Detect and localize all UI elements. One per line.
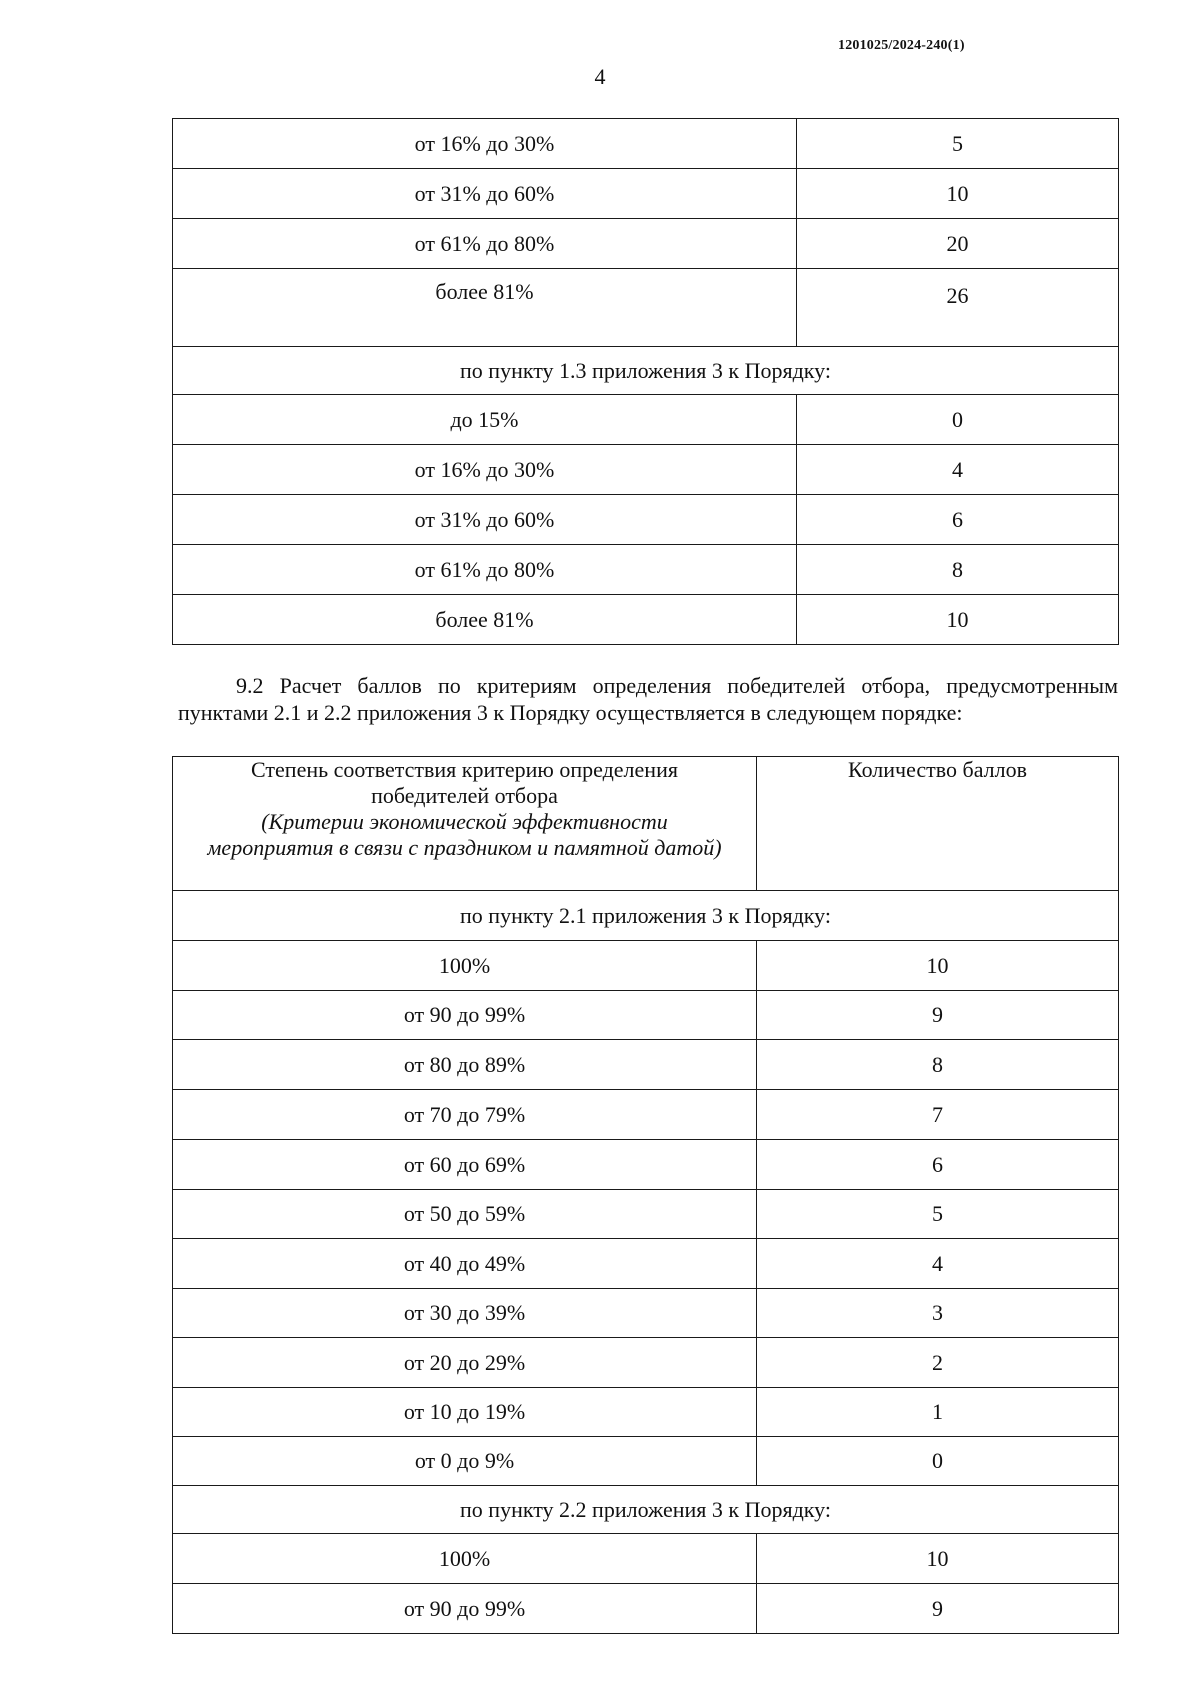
score-cell: 9 [757, 991, 1119, 1040]
score-cell: 3 [757, 1289, 1119, 1338]
score-cell: 10 [757, 941, 1119, 991]
criterion-cell: от 90 до 99% [173, 991, 757, 1040]
table-row [173, 119, 1119, 169]
table-row [173, 1338, 1119, 1388]
criterion-cell: от 80 до 89% [173, 1040, 757, 1090]
score-cell: 10 [797, 595, 1119, 645]
table-row [173, 1584, 1119, 1634]
criterion-cell: от 61% до 80% [173, 219, 797, 269]
scores-table-2 [172, 756, 1119, 1634]
criterion-cell: от 20 до 29% [173, 1338, 757, 1388]
score-cell: 20 [797, 219, 1119, 269]
score-cell: 10 [797, 169, 1119, 219]
table-row [173, 595, 1119, 645]
criterion-cell: от 60 до 69% [173, 1140, 757, 1190]
score-cell: 4 [797, 445, 1119, 495]
criterion-cell: от 16% до 30% [173, 445, 797, 495]
score-cell: 8 [797, 545, 1119, 595]
criterion-cell: от 31% до 60% [173, 169, 797, 219]
scores-table-1 [172, 118, 1119, 645]
score-cell: 10 [757, 1534, 1119, 1584]
criterion-cell: от 31% до 60% [173, 495, 797, 545]
section-heading-cell: по пункту 2.1 приложения 3 к Порядку: [173, 891, 1119, 941]
criterion-header-cell [173, 757, 757, 891]
table-row [173, 1289, 1119, 1338]
table-row [173, 991, 1119, 1040]
table-header-row [173, 757, 1119, 891]
score-cell: 8 [757, 1040, 1119, 1090]
criterion-cell: до 15% [173, 395, 797, 445]
table-section-row [173, 1486, 1119, 1534]
criterion-cell: от 90 до 99% [173, 1584, 757, 1634]
table-row [173, 1090, 1119, 1140]
table-row [173, 269, 1119, 347]
header-text: Степень соответствия критерию определения [251, 757, 678, 782]
criterion-cell: более 81% [173, 269, 797, 347]
criterion-cell: 100% [173, 1534, 757, 1584]
criterion-cell: от 10 до 19% [173, 1388, 757, 1437]
header-text: победителей отбора [371, 783, 558, 808]
score-cell: 6 [797, 495, 1119, 545]
table-row [173, 395, 1119, 445]
table-row [173, 545, 1119, 595]
criterion-cell: от 0 до 9% [173, 1437, 757, 1486]
score-cell: 2 [757, 1338, 1119, 1388]
section-heading-cell: по пункту 2.2 приложения 3 к Порядку: [173, 1486, 1119, 1534]
score-header-cell: Количество баллов [757, 757, 1119, 891]
table-row [173, 1388, 1119, 1437]
table-row [173, 445, 1119, 495]
score-cell: 7 [757, 1090, 1119, 1140]
criterion-cell: более 81% [173, 595, 797, 645]
paragraph-line: 9.2 Расчет баллов по критериям определения победителей отбора, предусмотренным [236, 673, 1118, 698]
criterion-cell: от 16% до 30% [173, 119, 797, 169]
table-row [173, 1239, 1119, 1289]
table-row [173, 1437, 1119, 1486]
table-row [173, 169, 1119, 219]
table-row [173, 1040, 1119, 1090]
page-number: 4 [594, 64, 606, 89]
criterion-cell: от 30 до 39% [173, 1289, 757, 1338]
score-cell: 6 [757, 1140, 1119, 1190]
criterion-cell: от 70 до 79% [173, 1090, 757, 1140]
score-cell: 1 [757, 1388, 1119, 1437]
score-cell: 0 [797, 395, 1119, 445]
header-italic-text: мероприятия в связи с праздником и памятной датой) [207, 835, 722, 860]
score-cell: 5 [797, 119, 1119, 169]
criterion-cell: от 61% до 80% [173, 545, 797, 595]
table-row [173, 495, 1119, 545]
score-cell: 9 [757, 1584, 1119, 1634]
table-row [173, 1140, 1119, 1190]
criterion-cell: от 50 до 59% [173, 1190, 757, 1239]
table-row [173, 941, 1119, 991]
header-italic-text: (Критерии экономической эффективности [261, 809, 668, 834]
score-cell: 5 [757, 1190, 1119, 1239]
section-heading-cell: по пункту 1.3 приложения 3 к Порядку: [173, 347, 1119, 395]
table-row [173, 1190, 1119, 1239]
table-section-row [173, 891, 1119, 941]
score-cell: 26 [797, 269, 1119, 347]
criterion-cell: от 40 до 49% [173, 1239, 757, 1289]
document-id: 1201025/2024-240(1) [838, 38, 965, 53]
table-row [173, 219, 1119, 269]
paragraph-9-2 [178, 672, 1118, 726]
table-row [173, 1534, 1119, 1584]
paragraph-line: пунктами 2.1 и 2.2 приложения 3 к Порядку осуществляется в следующем порядке: [178, 700, 963, 725]
score-cell: 4 [757, 1239, 1119, 1289]
criterion-cell: 100% [173, 941, 757, 991]
score-cell: 0 [757, 1437, 1119, 1486]
table-section-row [173, 347, 1119, 395]
